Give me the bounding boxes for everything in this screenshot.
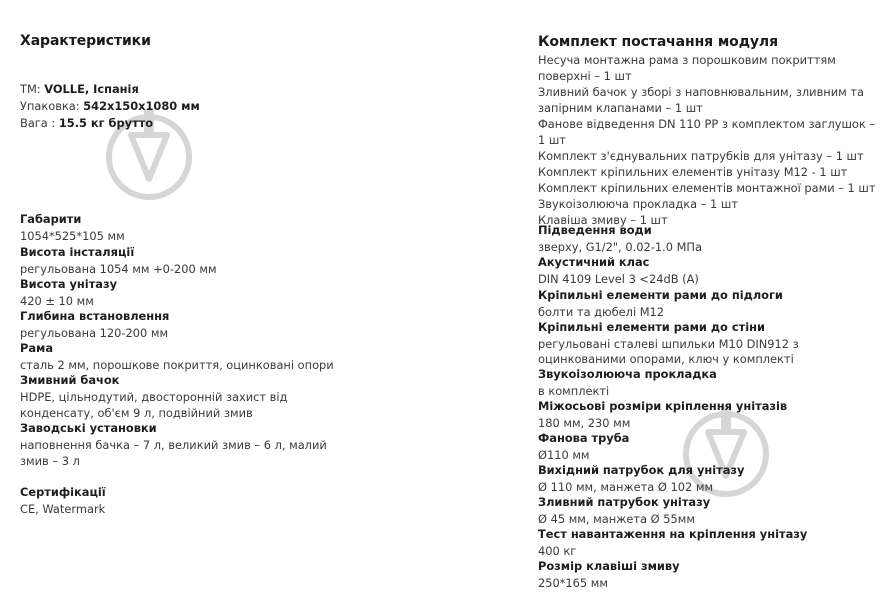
spec-label: Тест навантаження на кріплення унітазу <box>538 527 808 541</box>
spec-label: Кріпильні елементи рами до стіни <box>538 320 765 334</box>
spec-value: оцинкованими опорами, ключ у комплекті <box>538 352 794 366</box>
kit-line: 1 шт <box>538 133 566 147</box>
spec-value: Ø 110 мм, манжета Ø 102 мм <box>538 480 714 494</box>
spec-value: HDPE, цільнодутий, двосторонній захист від <box>20 390 288 404</box>
spec-value: зверху, G1/2", 0.02-1.0 МПа <box>538 240 702 254</box>
kit-line: Клавіша змиву – 1 шт <box>538 213 668 227</box>
spec-label: Кріпильні елементи рами до підлоги <box>538 288 783 302</box>
spec-value: 420 ± 10 мм <box>20 294 94 308</box>
spec-value: 250*165 мм <box>538 576 608 590</box>
certification-value: CE, Watermark <box>20 502 106 516</box>
spec-label: Акустичний клас <box>538 255 650 269</box>
spec-value: змив – 3 л <box>20 454 80 468</box>
spec-label: Заводські установки <box>20 421 157 435</box>
spec-value: регульована 1054 мм +0-200 мм <box>20 262 217 276</box>
spec-label: Висота унітазу <box>20 277 118 291</box>
spec-value: конденсату, об'єм 9 л, подвійний змив <box>20 406 253 420</box>
spec-label: Міжосьові розміри кріплення унітазів <box>538 399 788 413</box>
delivery-kit-title: Комплект постачання модуля <box>538 34 778 50</box>
spec-label: Висота інсталяції <box>20 245 135 259</box>
spec-label: Підведення води <box>538 223 652 237</box>
kit-line: Комплект з'єднувальних патрубків для унітазу – 1 шт <box>538 149 864 163</box>
spec-value: DIN 4109 Level 3 <24dB (A) <box>538 272 699 286</box>
spec-label: Звукоізолююча прокладка <box>538 367 717 381</box>
package-value: 542x150x1080 мм <box>83 99 200 113</box>
kit-line: Звукоізолююча прокладка – 1 шт <box>538 197 738 211</box>
spec-value: 1054*525*105 мм <box>20 229 125 243</box>
weight-label: Вага : <box>20 116 59 130</box>
spec-label: Змивний бачок <box>20 373 120 387</box>
kit-line: запірним клапанами – 1 шт <box>538 101 703 115</box>
weight-value: 15.5 кг брутто <box>58 116 154 130</box>
weight-line <box>20 116 153 130</box>
kit-line: Комплект кріпильних елементів монтажної рами – 1 шт <box>538 181 876 195</box>
kit-line: поверхні – 1 шт <box>538 69 632 83</box>
spec-value: Ø 45 мм, манжета Ø 55мм <box>538 512 695 526</box>
spec-value: 180 мм, 230 мм <box>538 416 631 430</box>
characteristics-title: Характеристики <box>20 33 151 49</box>
certification-label: Сертифікації <box>20 485 106 499</box>
kit-line: Несуча монтажна рама з порошковим покриттям <box>538 53 836 67</box>
spec-value: регульовані сталеві шпильки M10 DIN912 з <box>538 337 799 351</box>
trademark-label: ТМ: <box>20 82 45 96</box>
spec-value: Ø110 мм <box>538 448 590 462</box>
spec-label: Розмір клавіші змиву <box>538 559 680 573</box>
kit-line: Комплект кріпильних елементів унітазу M12 - 1 шт <box>538 165 848 179</box>
spec-label: Вихідний патрубок для унітазу <box>538 463 745 477</box>
spec-label: Габарити <box>20 212 82 226</box>
kit-line: Зливний бачок у зборі з наповнювальним, зливним та <box>538 85 864 99</box>
spec-label: Зливний патрубок унітазу <box>538 495 711 509</box>
kit-line: Фанове відведення DN 110 PP з комплектом заглушок – <box>538 117 876 131</box>
trademark-line <box>20 82 139 96</box>
trademark-value: VOLLE, Іспанія <box>44 82 139 96</box>
spec-label: Глибина встановлення <box>20 309 170 323</box>
spec-value: 400 кг <box>538 544 577 558</box>
spec-value: регульована 120-200 мм <box>20 326 169 340</box>
spec-label: Фанова труба <box>538 431 630 445</box>
package-label: Упаковка: <box>20 99 84 113</box>
spec-value: в комплекті <box>538 384 610 398</box>
package-line <box>20 99 200 113</box>
spec-value: сталь 2 мм, порошкове покриття, оцинковані опори <box>20 358 334 372</box>
spec-value: болти та дюбелі M12 <box>538 305 665 319</box>
spec-label: Рама <box>20 341 54 355</box>
spec-value: наповнення бачка – 7 л, великий змив – 6 л, малий <box>20 438 327 452</box>
